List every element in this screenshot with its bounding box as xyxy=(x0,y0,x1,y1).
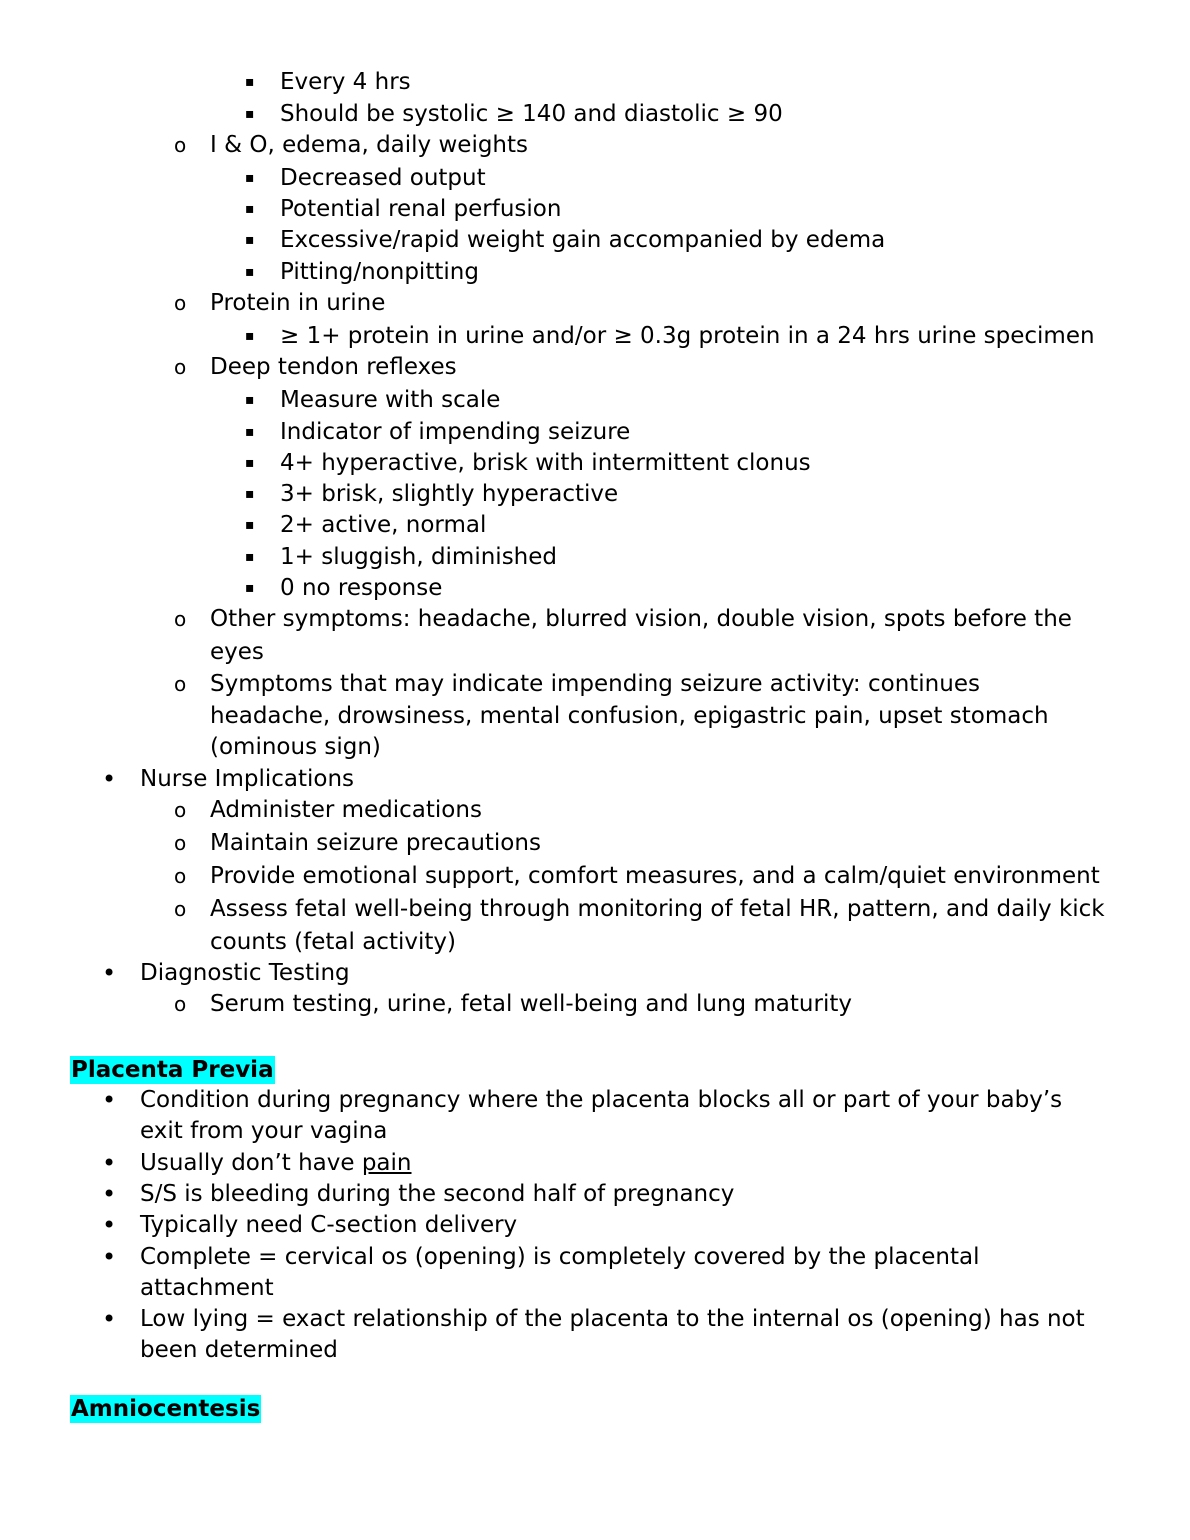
list-item: 0 no response xyxy=(280,575,443,601)
list-item: Decreased output xyxy=(280,165,486,191)
list-item: Measure with scale xyxy=(280,387,501,413)
list-item: Provide emotional support, comfort measures, and a calm/quiet environment xyxy=(210,863,1100,889)
list-item: Maintain seizure precautions xyxy=(210,830,541,856)
list-item: Typically need C-section delivery xyxy=(140,1212,518,1238)
square-bullet-icon: ▪ xyxy=(245,264,255,280)
disc-bullet-icon: • xyxy=(102,1211,117,1239)
list-item-continuation: been determined xyxy=(140,1337,338,1363)
list-item: Low lying = exact relationship of the placenta to the internal os (opening) has not xyxy=(140,1306,1085,1332)
disc-bullet-icon: • xyxy=(102,959,117,987)
square-bullet-icon: ▪ xyxy=(245,106,255,122)
list-item: Condition during pregnancy where the placenta blocks all or part of your baby’s xyxy=(140,1087,1063,1113)
list-item: Indicator of impending seizure xyxy=(280,419,631,445)
section-heading-placenta-previa: Placenta Previa xyxy=(71,1057,274,1083)
disc-bullet-icon: • xyxy=(102,1305,117,1333)
list-item: Other symptoms: headache, blurred vision, double vision, spots before the xyxy=(210,606,1072,632)
list-item: Administer medications xyxy=(210,797,482,823)
list-item: Should be systolic ≥ 140 and diastolic ≥ 90 xyxy=(280,101,783,127)
circle-bullet-icon: o xyxy=(174,831,187,855)
square-bullet-icon: ▪ xyxy=(245,392,255,408)
square-bullet-icon: ▪ xyxy=(245,580,255,596)
circle-bullet-icon: o xyxy=(174,992,187,1016)
list-item: ≥ 1+ protein in urine and/or ≥ 0.3g protein in a 24 hrs urine specimen xyxy=(280,323,1095,349)
square-bullet-icon: ▪ xyxy=(245,549,255,565)
list-item: Assess fetal well-being through monitoring of fetal HR, pattern, and daily kick xyxy=(210,896,1105,922)
list-item: Protein in urine xyxy=(210,290,386,316)
circle-bullet-icon: o xyxy=(174,864,187,888)
square-bullet-icon: ▪ xyxy=(245,517,255,533)
list-item: Symptoms that may indicate impending seizure activity: continues xyxy=(210,671,980,697)
square-bullet-icon: ▪ xyxy=(245,201,255,217)
square-bullet-icon: ▪ xyxy=(245,424,255,440)
circle-bullet-icon: o xyxy=(174,897,187,921)
circle-bullet-icon: o xyxy=(174,133,187,157)
disc-bullet-icon: • xyxy=(102,765,117,793)
list-item: 4+ hyperactive, brisk with intermittent clonus xyxy=(280,450,811,476)
list-item-continuation: (ominous sign) xyxy=(210,734,381,760)
circle-bullet-icon: o xyxy=(174,607,187,631)
circle-bullet-icon: o xyxy=(174,798,187,822)
list-item-continuation: exit from your vagina xyxy=(140,1118,388,1144)
list-item: Complete = cervical os (opening) is completely covered by the placental xyxy=(140,1244,980,1270)
disc-bullet-icon: • xyxy=(102,1149,117,1177)
pain-link[interactable]: pain xyxy=(361,1150,412,1176)
list-item: Deep tendon reflexes xyxy=(210,354,457,380)
list-item: Diagnostic Testing xyxy=(140,960,350,986)
section-heading-amniocentesis: Amniocentesis xyxy=(71,1396,261,1422)
square-bullet-icon: ▪ xyxy=(245,486,255,502)
list-item-continuation: attachment xyxy=(140,1275,274,1301)
list-item: 2+ active, normal xyxy=(280,512,487,538)
list-item: Potential renal perfusion xyxy=(280,196,562,222)
list-item: Pitting/nonpitting xyxy=(280,259,479,285)
list-item: 3+ brisk, slightly hyperactive xyxy=(280,481,619,507)
circle-bullet-icon: o xyxy=(174,291,187,315)
list-item-text: Usually don’t have xyxy=(140,1150,362,1176)
disc-bullet-icon: • xyxy=(102,1086,117,1114)
list-item: Every 4 hrs xyxy=(280,69,411,95)
list-item-continuation: counts (fetal activity) xyxy=(210,929,456,955)
square-bullet-icon: ▪ xyxy=(245,455,255,471)
list-item: I & O, edema, daily weights xyxy=(210,132,529,158)
disc-bullet-icon: • xyxy=(102,1243,117,1271)
list-item: 1+ sluggish, diminished xyxy=(280,544,557,570)
list-item: Serum testing, urine, fetal well-being and lung maturity xyxy=(210,991,852,1017)
list-item: Nurse Implications xyxy=(140,766,355,792)
square-bullet-icon: ▪ xyxy=(245,74,255,90)
circle-bullet-icon: o xyxy=(174,355,187,379)
list-item xyxy=(140,1148,412,1179)
disc-bullet-icon: • xyxy=(102,1180,117,1208)
square-bullet-icon: ▪ xyxy=(245,232,255,248)
circle-bullet-icon: o xyxy=(174,672,187,696)
list-item: Excessive/rapid weight gain accompanied by edema xyxy=(280,227,886,253)
list-item-continuation: headache, drowsiness, mental confusion, epigastric pain, upset stomach xyxy=(210,703,1049,729)
list-item: S/S is bleeding during the second half of pregnancy xyxy=(140,1181,735,1207)
list-item-continuation: eyes xyxy=(210,639,264,665)
square-bullet-icon: ▪ xyxy=(245,328,255,344)
square-bullet-icon: ▪ xyxy=(245,170,255,186)
